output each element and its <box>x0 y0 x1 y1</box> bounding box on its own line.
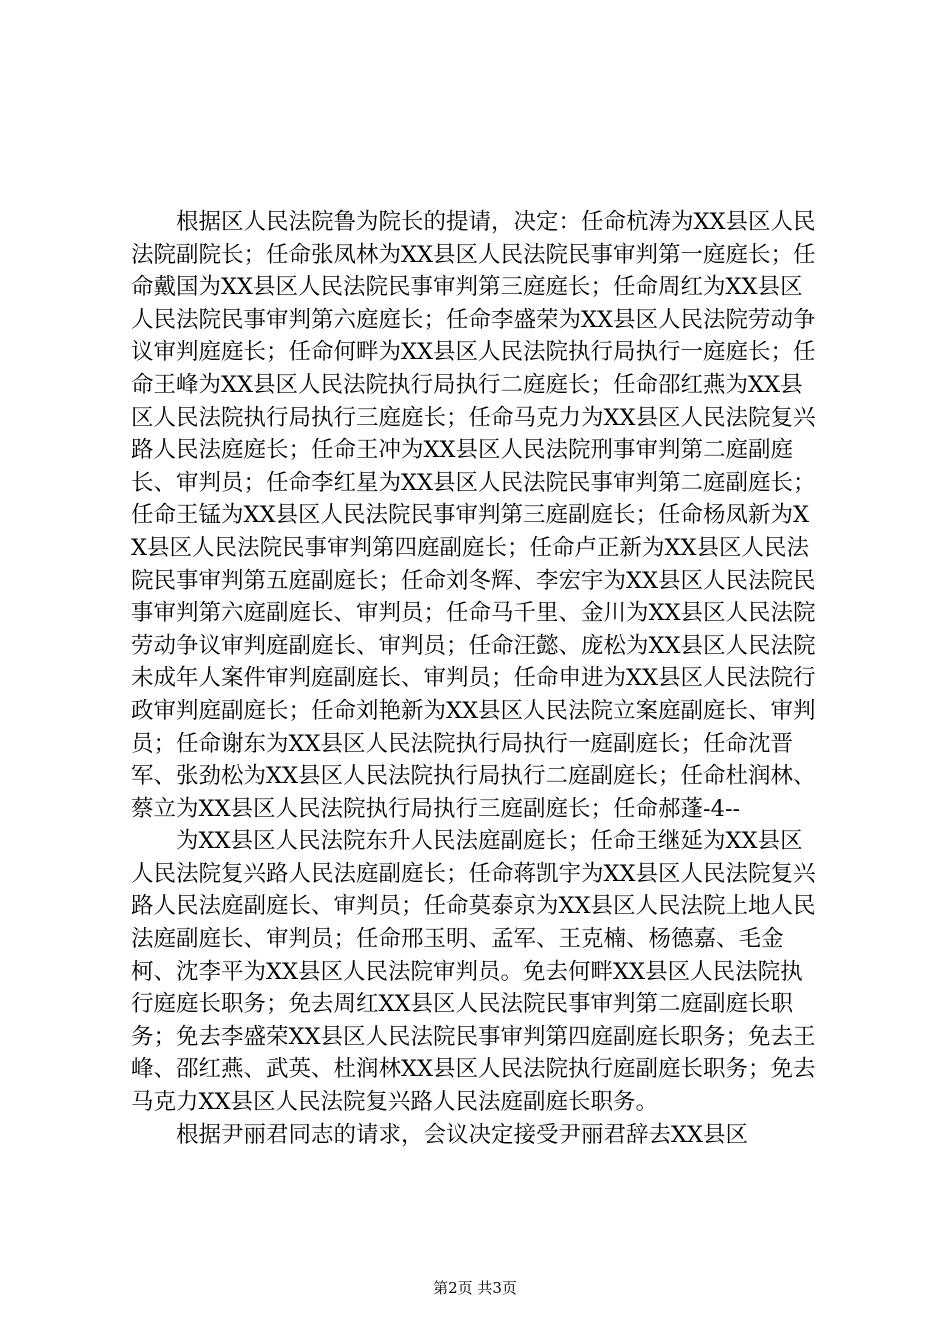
document-body <box>131 206 821 1151</box>
paragraph-resignation: 根据尹丽君同志的请求，会议决定接受尹丽君辞去XX县区 <box>176 1121 749 1148</box>
paragraph-appointments: 根据区人民法院鲁为院长的提请，决定：任命杭涛为XX县区人民法院副院长；任命张凤林为XX县区人民法院民事审判第一庭庭长；任命戴国为XX县区人民法院民事审判第三庭庭长；任命周红为XX县区人民法院民事审判第六庭庭长；任命李盛荣为XX县区人民法院劳动争议审判庭庭长；任命何畔为XX县区人民法院执行局执行一庭庭长；任命王峰为XX县区人民法院执行局执行二庭庭长；任命邵红燕为XX县区人民法院执行局执行三庭庭长；任命马克力为XX县区人民法院复兴路人民法庭庭长；任命王冲为XX县区人民法院刑事审判第二庭副庭长、审判员；任命李红星为XX县区人民法院民事审判第二庭副庭长；任命王锰为XX县区人民法院民事审判第三庭副庭长；任命杨凤新为XX县区人民法院民事审判第四庭副庭长；任命卢正新为XX县区人民法院民事审判第五庭副庭长；任命刘冬辉、李宏宇为XX县区人民法院民事审判第六庭副庭长、审判员；任命马千里、金川为XX县区人民法院劳动争议审判庭副庭长、审判员；任命汪懿、庞松为XX县区人民法院未成年人案件审判庭副庭长、审判员；任命申进为XX县区人民法院行政审判庭副庭长；任命刘艳新为XX县区人民法院立案庭副庭长、审判员；任命谢东为XX县区人民法院执行局执行一庭副庭长；任命沈晋军、张劲松为XX县区人民法院执行局执行二庭副庭长；任命杜润林、蔡立为XX县区人民法院执行局执行三庭副庭长；任命郝蓬-4-- <box>131 209 816 822</box>
page-number: 第2页 共3页 <box>433 1279 517 1297</box>
page-footer <box>0 1278 950 1298</box>
paragraph-appointments-continued: 为XX县区人民法院东升人民法庭副庭长；任命王继延为XX县区人民法院复兴路人民法庭副庭长；任命蒋凯宇为XX县区人民法院复兴路人民法庭副庭长、审判员；任命莫泰京为XX县区人民法院上地人民法庭副庭长、审判员；任命邢玉明、孟军、王克楠、杨德嘉、毛金柯、沈李平为XX县区人民法院审判员。免去何畔XX县区人民法院执行庭庭长职务；免去周红XX县区人民法院民事审判第二庭副庭长职务；免去李盛荣XX县区人民法院民事审判第四庭副庭长职务；免去王峰、邵红燕、武英、杜润林XX县区人民法院执行庭副庭长职务；免去马克力XX县区人民法院复兴路人民法庭副庭长职务。 <box>131 828 816 1116</box>
